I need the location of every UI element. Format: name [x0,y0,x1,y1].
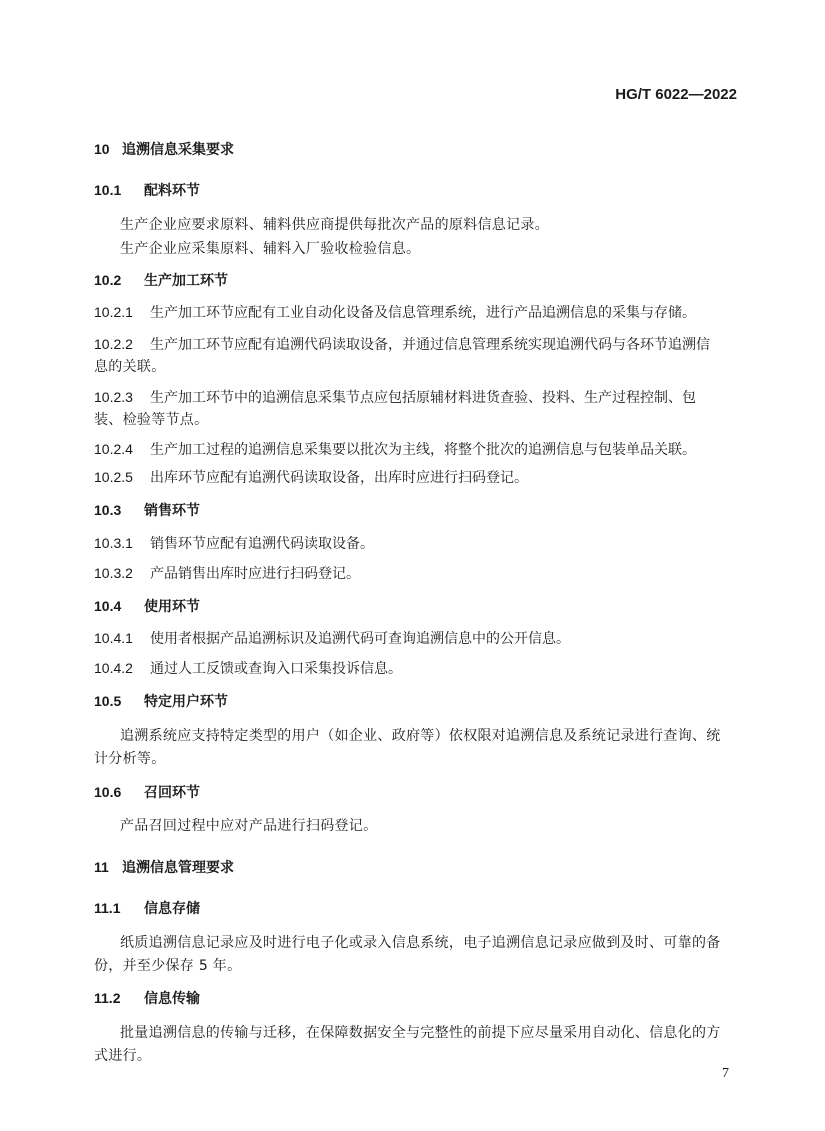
clause-10-4-1 [94,628,570,648]
clause-text: 生产加工过程的追溯信息采集要以批次为主线，将整个批次的追溯信息与包装单品关联。 [150,442,696,458]
clause-number: 10.2.2 [94,336,133,352]
clause-10-2-2-continuation: 息的关联。 [94,359,166,375]
section-10-1-paragraph-1: 生产企业应要求原料、辅料供应商提供每批次产品的原料信息记录。 [120,217,549,233]
section-title: 特定用户环节 [144,694,228,710]
clause-number: 10.4.2 [94,660,133,676]
clause-number: 10.2.5 [94,469,133,485]
section-11-2-paragraph-continuation: 式进行。 [94,1048,152,1064]
section-title: 使用环节 [144,599,200,615]
section-10-6-heading [94,782,200,802]
section-number: 10.6 [94,784,122,800]
section-10-5-paragraph-continuation: 计分析等。 [94,751,166,767]
section-10-1-heading [94,180,200,200]
section-10-4-heading [94,596,200,616]
section-number: 10.5 [94,693,122,709]
section-number: 10.1 [94,182,122,198]
section-title: 销售环节 [144,503,200,519]
section-title: 信息传输 [144,991,200,1007]
section-11-2-heading [94,988,200,1008]
section-number: 10.2 [94,272,122,288]
clause-text: 生产加工环节中的追溯信息采集节点应包括原辅材料进货查验、投料、生产过程控制、包 [150,390,696,406]
section-number: 10.4 [94,598,122,614]
clause-text: 销售环节应配有追溯代码读取设备。 [150,536,374,552]
section-10-3-heading [94,500,200,520]
clause-text: 出库环节应配有追溯代码读取设备，出库时应进行扫码登记。 [150,470,528,486]
clause-10-3-2 [94,563,360,583]
section-11-heading [94,857,234,877]
section-10-5-paragraph: 追溯系统应支持特定类型的用户（如企业、政府等）依权限对追溯信息及系统记录进行查询、统 [120,728,721,744]
section-title: 生产加工环节 [144,273,228,289]
clause-text: 生产加工环节应配有追溯代码读取设备，并通过信息管理系统实现追溯代码与各环节追溯信 [150,337,710,353]
clause-10-2-3 [94,387,696,407]
section-number: 11.2 [94,990,121,1006]
section-10-2-heading [94,270,228,290]
clause-10-4-2 [94,658,402,678]
section-10-heading [94,139,234,159]
clause-10-2-3-continuation: 装、检验等节点。 [94,412,209,428]
section-title: 召回环节 [144,785,200,801]
section-number: 11 [94,859,109,875]
section-11-2-paragraph: 批量追溯信息的传输与迁移，在保障数据安全与完整性的前提下应尽量采用自动化、信息化的方 [120,1025,721,1041]
clause-10-2-2 [94,334,710,354]
clause-10-2-1 [94,302,696,322]
clause-10-2-5 [94,467,528,487]
clause-text: 使用者根据产品追溯标识及追溯代码可查询追溯信息中的公开信息。 [150,631,570,647]
section-10-1-paragraph-2: 生产企业应采集原料、辅料入厂验收检验信息。 [120,241,421,257]
section-11-1-paragraph: 纸质追溯信息记录应及时进行电子化或录入信息系统，电子追溯信息记录应做到及时、可靠的备 [120,935,721,951]
section-number: 10 [94,141,110,157]
clause-10-2-4 [94,439,696,459]
section-title: 信息存储 [144,901,200,917]
clause-number: 10.2.1 [94,304,133,320]
clause-number: 10.2.4 [94,441,133,457]
section-number: 10.3 [94,502,122,518]
clause-10-3-1 [94,533,374,553]
document-code-header: HG/T 6022—2022 [615,86,737,103]
section-11-1-heading [94,898,200,918]
clause-text: 产品销售出库时应进行扫码登记。 [150,566,360,582]
section-10-5-heading [94,691,228,711]
clause-number: 10.3.2 [94,565,133,581]
clause-number: 10.3.1 [94,535,133,551]
page-number: 7 [722,1066,729,1081]
section-title: 追溯信息采集要求 [122,142,234,158]
section-title: 配料环节 [144,183,200,199]
clause-text: 通过人工反馈或查询入口采集投诉信息。 [150,661,402,677]
section-10-6-paragraph: 产品召回过程中应对产品进行扫码登记。 [120,818,378,834]
clause-number: 10.4.1 [94,630,133,646]
section-number: 11.1 [94,900,121,916]
clause-text: 生产加工环节应配有工业自动化设备及信息管理系统，进行产品追溯信息的采集与存储。 [150,305,696,321]
section-title: 追溯信息管理要求 [122,860,234,876]
section-11-1-paragraph-continuation: 份，并至少保存 5 年。 [94,958,242,974]
clause-number: 10.2.3 [94,389,133,405]
